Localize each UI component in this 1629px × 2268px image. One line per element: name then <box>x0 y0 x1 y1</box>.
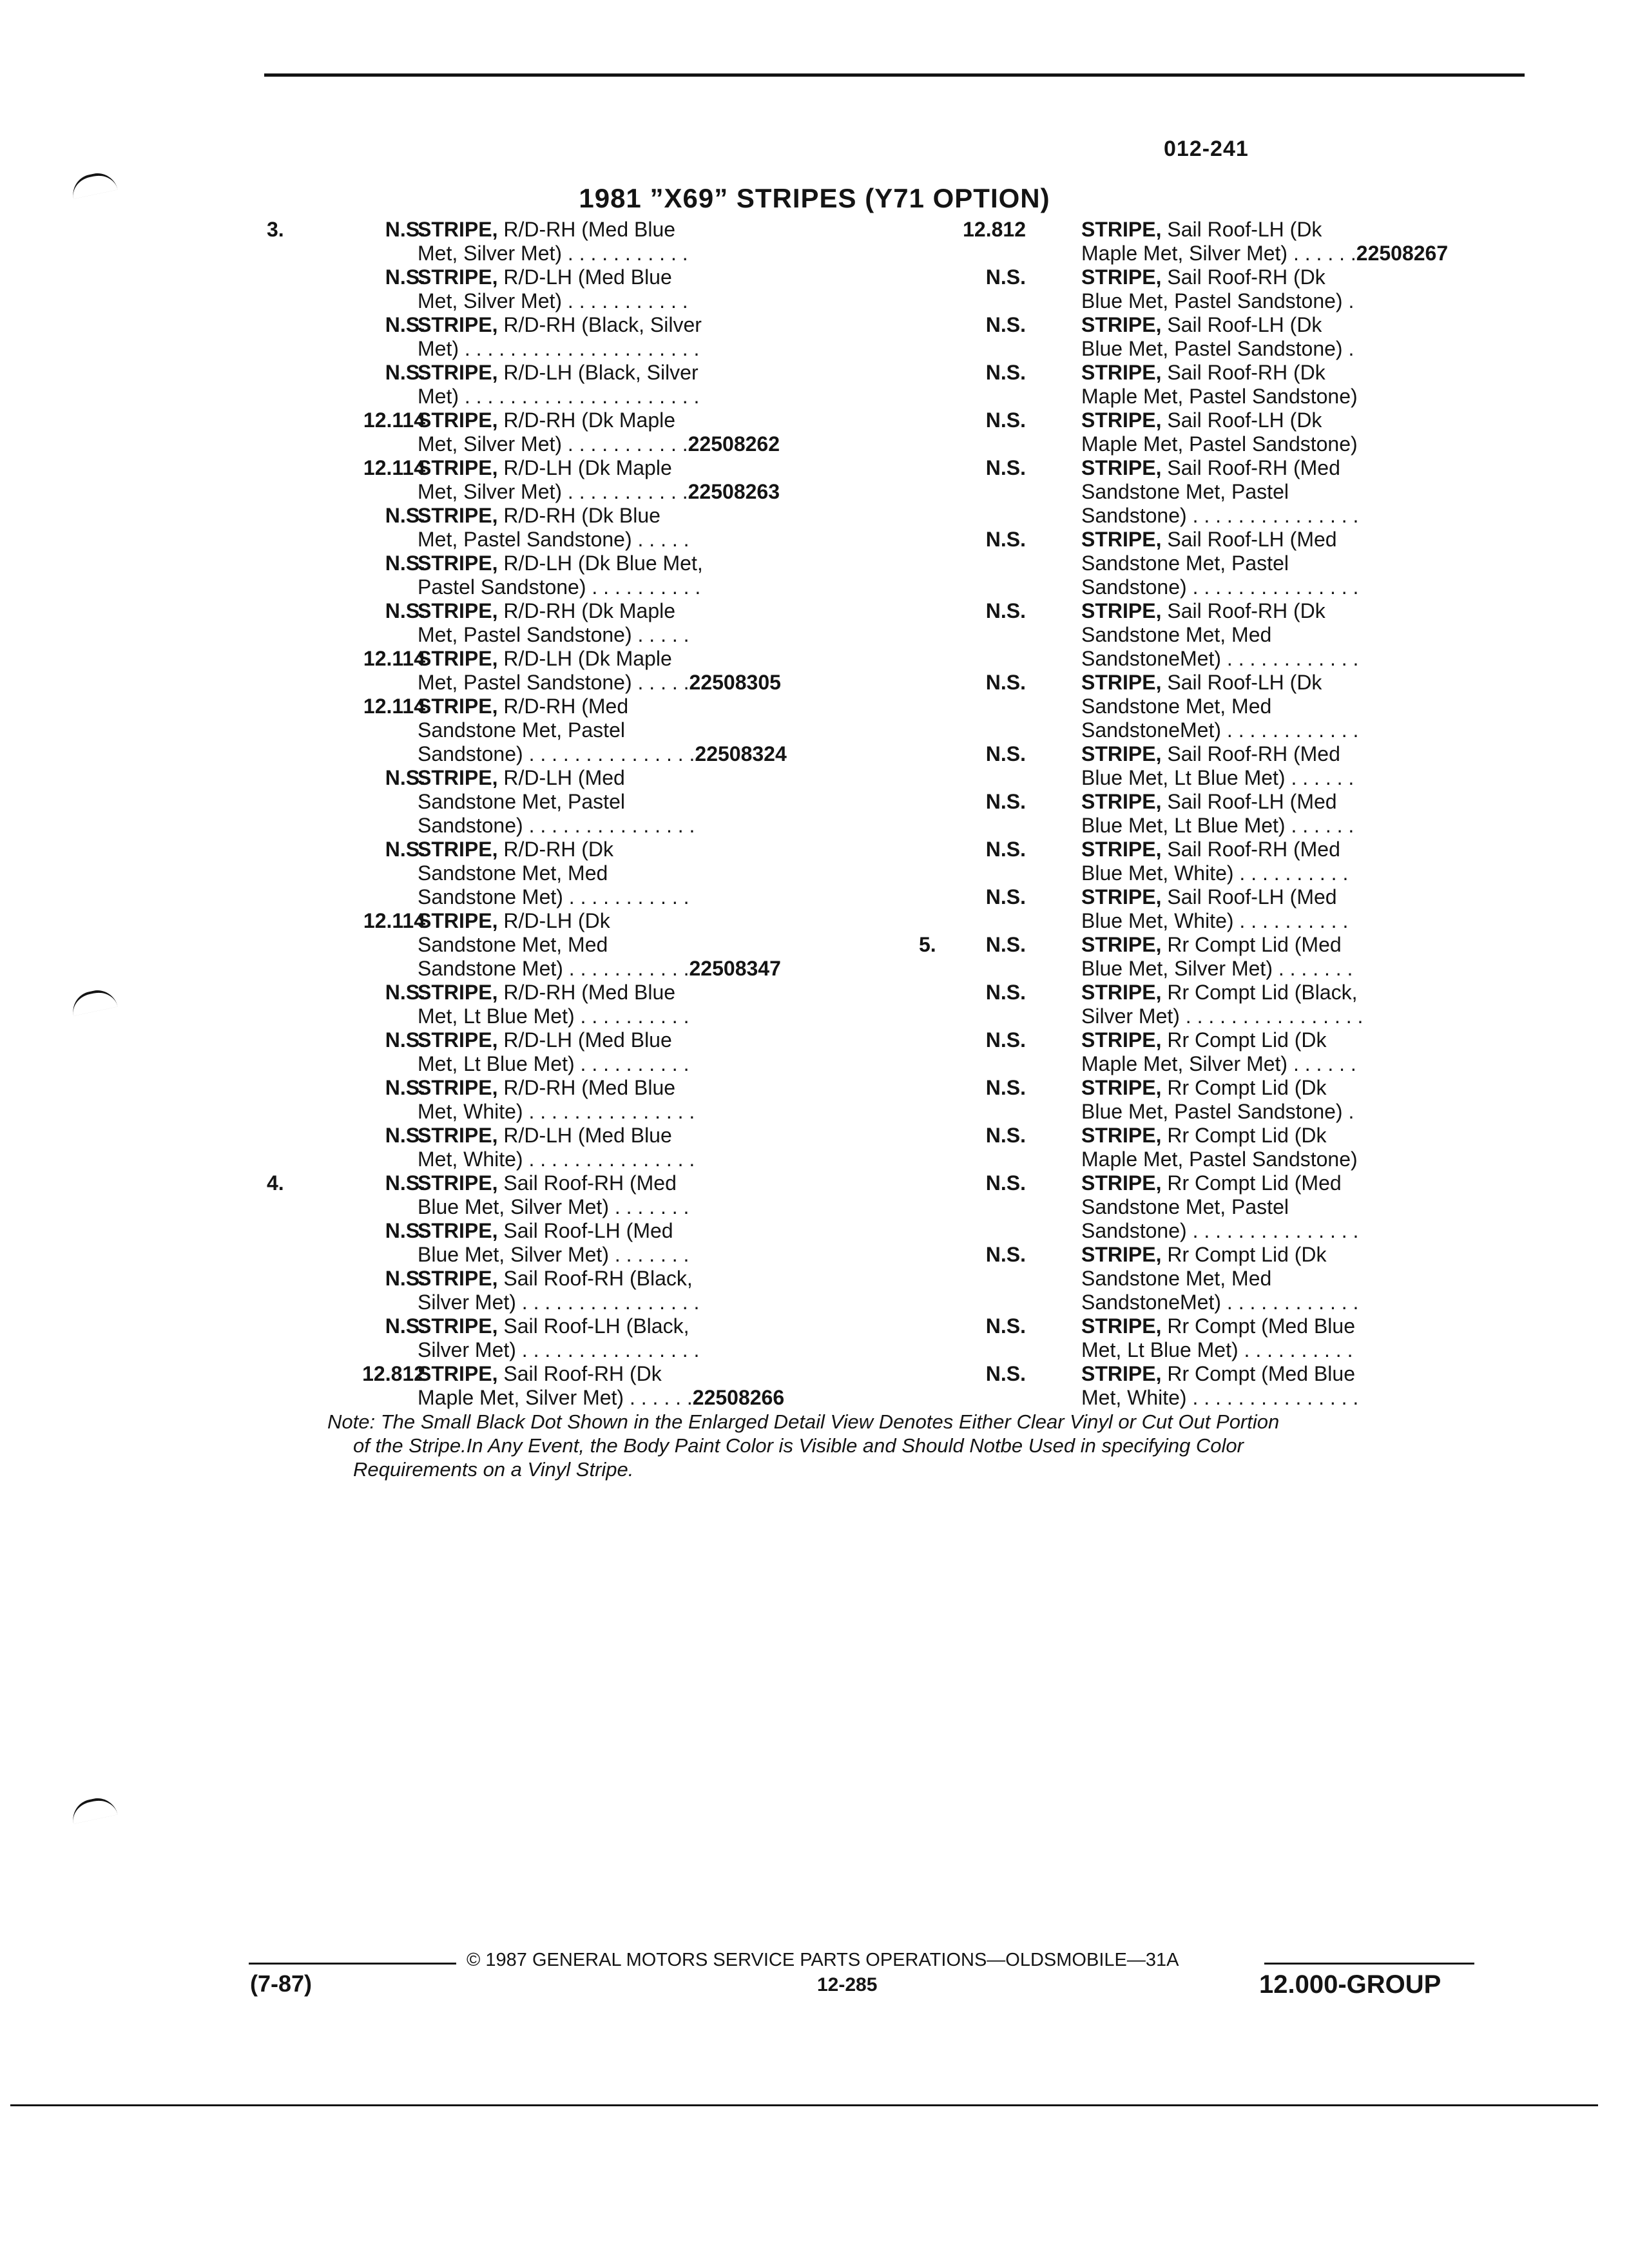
description-line: STRIPE, Sail Roof-LH (Med <box>418 1219 673 1242</box>
illustration-reference: N.S. <box>985 838 1026 861</box>
description-text: Maple Met, Silver Met) . . . . . . <box>1081 242 1356 265</box>
illustration-reference: N.S. <box>985 313 1026 336</box>
illustration-reference: N.S. <box>385 313 425 336</box>
illustration-reference: N.S. <box>985 1124 1026 1147</box>
description-line: STRIPE, Rr Compt Lid (Dk <box>1081 1076 1327 1099</box>
description-line: Sandstone Met, Med <box>1081 695 1272 718</box>
part-entry <box>928 885 1521 933</box>
parts-column-left <box>258 218 876 1410</box>
description-line: Blue Met, Pastel Sandstone) . <box>1081 289 1354 312</box>
part-entry <box>258 504 876 552</box>
description-line: Sandstone Met, Med <box>418 933 608 956</box>
illustration-reference: N.S. <box>385 981 425 1004</box>
part-description <box>1081 599 1521 671</box>
illustration-reference: N.S. <box>385 766 425 789</box>
illustration-reference: N.S. <box>385 1124 425 1147</box>
description-line: STRIPE, Sail Roof-LH (Dk <box>1081 313 1322 336</box>
footnote <box>327 1410 1500 1481</box>
part-description <box>1081 361 1521 408</box>
illustration-reference: 12.114 <box>363 408 425 432</box>
part-description <box>418 218 876 265</box>
description-line: STRIPE, R/D-RH (Dk Blue <box>418 504 660 527</box>
part-entry <box>258 1219 876 1267</box>
illustration-reference: N.S. <box>385 1219 425 1242</box>
illustration-reference: N.S. <box>985 885 1026 908</box>
part-entry <box>258 695 876 766</box>
footnote-line: of the Stripe.In Any Event, the Body Paint Color is Visible and Should Notbe Used in specifying Color <box>353 1434 1244 1457</box>
part-number: 22508262 <box>688 432 780 456</box>
part-entry <box>928 408 1521 456</box>
description-line: Silver Met) . . . . . . . . . . . . . . . . <box>418 1338 700 1361</box>
description-line: STRIPE, R/D-LH (Dk Maple <box>418 456 672 479</box>
page-title: 1981 ”X69” STRIPES (Y71 OPTION) <box>579 183 1050 213</box>
part-entry <box>258 1267 876 1314</box>
part-entry <box>258 766 876 838</box>
illustration-reference: N.S. <box>985 790 1026 813</box>
description-line <box>418 671 876 695</box>
illustration-reference: N.S. <box>985 1362 1026 1385</box>
part-entry <box>258 265 876 313</box>
illustration-reference: N.S. <box>985 456 1026 479</box>
description-line: STRIPE, R/D-RH (Med Blue <box>418 218 676 241</box>
part-description <box>418 361 876 408</box>
description-line: Sandstone Met, Pastel <box>1081 552 1289 575</box>
part-entry <box>928 361 1521 408</box>
punch-mark-middle <box>69 986 117 1016</box>
page-code: 012-241 <box>1164 137 1249 161</box>
part-description <box>1081 671 1521 742</box>
description-line: STRIPE, R/D-RH (Dk Maple <box>418 599 676 622</box>
description-line: STRIPE, Sail Roof-RH (Med <box>1081 838 1340 861</box>
description-line: Sandstone Met, Med <box>1081 623 1272 646</box>
description-line: STRIPE, Sail Roof-LH (Dk <box>1081 671 1322 694</box>
description-line: Sandstone) . . . . . . . . . . . . . . . <box>1081 504 1359 527</box>
description-line: Sandstone Met, Pastel <box>418 790 625 813</box>
part-entry <box>928 1171 1521 1243</box>
description-text: Sandstone Met) . . . . . . . . . . . <box>418 957 689 980</box>
description-line: STRIPE, R/D-RH (Dk Maple <box>418 408 676 432</box>
description-line: Sandstone Met, Pastel <box>1081 480 1289 503</box>
description-line: Sandstone) . . . . . . . . . . . . . . . <box>1081 1219 1359 1242</box>
part-description <box>418 1314 876 1362</box>
bottom-rule <box>10 2104 1598 2106</box>
part-entry <box>928 218 1521 265</box>
footer-rule-left <box>249 1963 456 1965</box>
part-entry <box>928 265 1521 313</box>
part-entry <box>258 909 876 981</box>
description-line: STRIPE, R/D-LH (Dk Blue Met, <box>418 552 703 575</box>
description-line: STRIPE, R/D-RH (Dk <box>418 838 613 861</box>
part-number: 22508263 <box>688 480 780 503</box>
description-line: STRIPE, Rr Compt Lid (Dk <box>1081 1243 1327 1266</box>
part-description <box>418 313 876 361</box>
description-line: Sandstone Met, Pastel <box>1081 1195 1289 1218</box>
illustration-reference: N.S. <box>985 1314 1026 1338</box>
description-line: STRIPE, R/D-RH (Black, Silver <box>418 313 702 336</box>
description-line: Maple Met, Pastel Sandstone) <box>1081 1148 1358 1171</box>
description-line: STRIPE, Sail Roof-RH (Dk <box>1081 599 1325 622</box>
revision-date: (7-87) <box>250 1970 313 1997</box>
illustration-reference: N.S. <box>985 742 1026 765</box>
description-line: Met) . . . . . . . . . . . . . . . . . . . . . <box>418 385 700 408</box>
punch-mark-bottom <box>69 1794 117 1824</box>
description-line: Maple Met, Pastel Sandstone) <box>1081 432 1358 456</box>
description-line: Sandstone Met, Pastel <box>418 718 625 742</box>
part-entry <box>928 599 1521 671</box>
description-line: STRIPE, Sail Roof-RH (Black, <box>418 1267 693 1290</box>
illustration-reference: N.S. <box>385 1267 425 1290</box>
illustration-reference: N.S. <box>985 671 1026 694</box>
illustration-reference: N.S. <box>385 265 425 289</box>
description-line: STRIPE, Rr Compt Lid (Med <box>1081 933 1342 956</box>
part-entry <box>258 552 876 599</box>
description-line: STRIPE, R/D-RH (Med <box>418 695 629 718</box>
description-line: STRIPE, R/D-LH (Med Blue <box>418 1124 672 1147</box>
description-line: STRIPE, Rr Compt (Med Blue <box>1081 1314 1355 1338</box>
part-description <box>1081 838 1521 885</box>
part-description <box>418 456 876 504</box>
description-line: STRIPE, Rr Compt Lid (Med <box>1081 1171 1342 1195</box>
illustration-reference: N.S. <box>385 599 425 622</box>
footer-rule-right <box>1264 1963 1474 1965</box>
part-entry <box>258 981 876 1028</box>
description-line: Blue Met, Silver Met) . . . . . . . <box>1081 957 1353 980</box>
illustration-reference: N.S. <box>985 1171 1026 1195</box>
description-line: STRIPE, Rr Compt Lid (Dk <box>1081 1028 1327 1052</box>
illustration-reference: N.S. <box>985 599 1026 622</box>
illustration-reference: 12.114 <box>363 456 425 479</box>
illustration-reference: N.S. <box>985 1243 1026 1266</box>
part-description <box>418 1362 876 1410</box>
description-line: Maple Met, Silver Met) . . . . . . <box>1081 1052 1356 1075</box>
illustration-reference: N.S. <box>985 981 1026 1004</box>
part-description <box>1081 885 1521 933</box>
description-line: Met, White) . . . . . . . . . . . . . . . <box>1081 1386 1359 1409</box>
description-line: STRIPE, Sail Roof-RH (Med <box>418 1171 677 1195</box>
description-text: Maple Met, Silver Met) . . . . . . <box>418 1386 693 1409</box>
description-line: STRIPE, Sail Roof-LH (Black, <box>418 1314 689 1338</box>
illustration-reference: 12.114 <box>363 909 425 932</box>
illustration-reference: N.S. <box>985 1076 1026 1099</box>
description-line: Blue Met, Lt Blue Met) . . . . . . <box>1081 814 1354 837</box>
description-line: STRIPE, R/D-LH (Dk Maple <box>418 647 672 670</box>
illustration-reference: N.S. <box>385 1171 425 1195</box>
part-entry <box>258 1124 876 1171</box>
part-entry <box>258 1028 876 1076</box>
description-line: STRIPE, R/D-RH (Med Blue <box>418 981 676 1004</box>
description-line: STRIPE, Sail Roof-RH (Dk <box>418 1362 662 1385</box>
part-entry <box>258 313 876 361</box>
part-entry <box>258 1314 876 1362</box>
description-line: Maple Met, Pastel Sandstone) <box>1081 385 1358 408</box>
illustration-reference: N.S. <box>385 361 425 384</box>
description-line <box>418 957 876 981</box>
part-entry <box>928 1243 1521 1314</box>
description-line <box>1081 242 1521 265</box>
top-rule <box>264 73 1525 77</box>
part-number: 22508324 <box>695 742 787 765</box>
illustration-reference: N.S. <box>985 1028 1026 1052</box>
group-number: 12.000-GROUP <box>1259 1970 1441 1999</box>
part-entry <box>928 981 1521 1028</box>
part-description <box>418 1219 876 1267</box>
illustration-reference: 12.114 <box>363 695 425 718</box>
description-line: Blue Met, White) . . . . . . . . . . <box>1081 861 1349 885</box>
description-line: Silver Met) . . . . . . . . . . . . . . . . <box>1081 1004 1364 1028</box>
description-line: STRIPE, Sail Roof-LH (Med <box>1081 528 1337 551</box>
description-text: Met, Silver Met) . . . . . . . . . . . <box>418 432 688 456</box>
illustration-reference: 12.812 <box>362 1362 425 1385</box>
description-line: STRIPE, Sail Roof-RH (Dk <box>1081 361 1325 384</box>
description-line: STRIPE, Rr Compt Lid (Dk <box>1081 1124 1327 1147</box>
description-line: Met, White) . . . . . . . . . . . . . . . <box>418 1100 695 1123</box>
part-description <box>1081 1362 1521 1410</box>
part-entry <box>258 408 876 456</box>
part-description <box>418 695 876 766</box>
part-entry <box>928 671 1521 742</box>
illustration-reference: N.S. <box>385 838 425 861</box>
description-line: STRIPE, R/D-LH (Med <box>418 766 625 789</box>
part-number: 22508305 <box>689 671 781 694</box>
illustration-reference: N.S. <box>985 361 1026 384</box>
parts-column-right <box>919 218 1521 1410</box>
description-line: Met, White) . . . . . . . . . . . . . . . <box>418 1148 695 1171</box>
part-description <box>418 552 876 599</box>
part-description <box>418 766 876 838</box>
part-description <box>418 504 876 552</box>
part-description <box>418 1028 876 1076</box>
part-entry <box>928 313 1521 361</box>
part-entry <box>258 1362 876 1410</box>
description-line: Met, Pastel Sandstone) . . . . . <box>418 528 689 551</box>
description-line: STRIPE, Sail Roof-RH (Med <box>1081 742 1340 765</box>
part-description <box>418 265 876 313</box>
description-line: STRIPE, R/D-RH (Med Blue <box>418 1076 676 1099</box>
part-description <box>418 647 876 695</box>
part-description <box>418 1124 876 1171</box>
part-entry <box>928 528 1521 599</box>
part-entry <box>928 742 1521 790</box>
part-entry <box>258 599 876 647</box>
part-description <box>418 599 876 647</box>
footnote-line: Requirements on a Vinyl Stripe. <box>353 1458 634 1481</box>
part-description <box>1081 933 1521 981</box>
part-entry <box>928 790 1521 838</box>
part-description <box>1081 1243 1521 1314</box>
page-number: 12-285 <box>817 1974 878 1995</box>
description-line: Blue Met, Silver Met) . . . . . . . <box>418 1195 689 1218</box>
description-text: Met, Pastel Sandstone) . . . . . <box>418 671 689 694</box>
part-entry <box>928 1028 1521 1076</box>
part-entry <box>258 1076 876 1124</box>
part-entry <box>258 361 876 408</box>
part-description <box>418 1267 876 1314</box>
part-description <box>1081 742 1521 790</box>
part-description <box>418 1171 876 1219</box>
illustration-reference: N.S. <box>385 552 425 575</box>
part-description <box>1081 1171 1521 1243</box>
description-line: STRIPE, Rr Compt (Med Blue <box>1081 1362 1355 1385</box>
description-line: Met, Silver Met) . . . . . . . . . . . <box>418 289 688 312</box>
illustration-reference: N.S. <box>985 265 1026 289</box>
part-description <box>1081 313 1521 361</box>
part-description <box>1081 790 1521 838</box>
illustration-reference: 12.114 <box>363 647 425 670</box>
footnote-line: Note: The Small Black Dot Shown in the Enlarged Detail View Denotes Either Clear Vinyl or Cut Out Portion <box>327 1410 1280 1433</box>
part-description <box>1081 1124 1521 1171</box>
description-text: Sandstone) . . . . . . . . . . . . . . . <box>418 742 695 765</box>
part-entry <box>928 1124 1521 1171</box>
description-line <box>418 1386 876 1410</box>
part-number: 22508267 <box>1356 242 1449 265</box>
illustration-reference: N.S. <box>385 1028 425 1052</box>
part-description <box>1081 408 1521 456</box>
part-description <box>1081 1076 1521 1124</box>
part-entry <box>928 456 1521 528</box>
part-description <box>418 981 876 1028</box>
description-line: Sandstone Met) . . . . . . . . . . . <box>418 885 689 908</box>
description-line: STRIPE, R/D-LH (Dk <box>418 909 610 932</box>
illustration-reference: N.S. <box>385 1314 425 1338</box>
part-number: 22508347 <box>689 957 781 980</box>
description-line: STRIPE, Sail Roof-RH (Med <box>1081 456 1340 479</box>
description-line: Sandstone) . . . . . . . . . . . . . . . <box>418 814 695 837</box>
description-line: Met, Silver Met) . . . . . . . . . . . <box>418 242 688 265</box>
illustration-reference: N.S. <box>385 218 425 241</box>
copyright-notice: © 1987 GENERAL MOTORS SERVICE PARTS OPERATIONS—OLDSMOBILE—31A <box>467 1950 1179 1970</box>
illustration-reference: N.S. <box>385 1076 425 1099</box>
description-line: STRIPE, Sail Roof-LH (Dk <box>1081 218 1322 241</box>
description-line: Met, Lt Blue Met) . . . . . . . . . . <box>1081 1338 1353 1361</box>
part-entry <box>258 218 876 265</box>
part-description <box>418 1076 876 1124</box>
illustration-reference: 12.812 <box>963 218 1026 241</box>
part-description <box>1081 528 1521 599</box>
part-entry <box>258 647 876 695</box>
part-entry <box>919 933 1521 981</box>
part-description <box>1081 1028 1521 1076</box>
part-description <box>1081 265 1521 313</box>
description-line: SandstoneMet) . . . . . . . . . . . . <box>1081 718 1359 742</box>
description-line: STRIPE, Rr Compt Lid (Black, <box>1081 981 1358 1004</box>
illustration-reference: N.S. <box>985 528 1026 551</box>
part-entry <box>928 1314 1521 1362</box>
figure-number: 4. <box>267 1171 284 1195</box>
part-description <box>1081 1314 1521 1362</box>
description-text: Met, Silver Met) . . . . . . . . . . . <box>418 480 688 503</box>
illustration-reference: N.S. <box>985 408 1026 432</box>
figure-number: 3. <box>267 218 284 241</box>
description-line: Met) . . . . . . . . . . . . . . . . . . . . . <box>418 337 700 360</box>
part-number: 22508266 <box>692 1386 785 1409</box>
description-line: Pastel Sandstone) . . . . . . . . . . <box>418 575 701 599</box>
part-description <box>1081 981 1521 1028</box>
description-line: Sandstone Met, Med <box>418 861 608 885</box>
description-line: Blue Met, Silver Met) . . . . . . . <box>418 1243 689 1266</box>
part-entry <box>258 456 876 504</box>
illustration-reference: N.S. <box>985 933 1026 956</box>
description-line: STRIPE, R/D-LH (Med Blue <box>418 265 672 289</box>
description-line: Sandstone Met, Med <box>1081 1267 1272 1290</box>
part-description <box>1081 218 1521 265</box>
part-entry <box>258 1171 876 1219</box>
description-line <box>418 432 876 456</box>
description-line <box>418 742 876 766</box>
description-line <box>418 480 876 504</box>
part-description <box>418 909 876 981</box>
description-line: Met, Lt Blue Met) . . . . . . . . . . <box>418 1052 689 1075</box>
figure-number: 5. <box>919 933 936 956</box>
part-description <box>418 408 876 456</box>
description-line: Blue Met, Pastel Sandstone) . <box>1081 337 1354 360</box>
description-line: Met, Pastel Sandstone) . . . . . <box>418 623 689 646</box>
part-description <box>1081 456 1521 528</box>
part-entry <box>928 1076 1521 1124</box>
part-entry <box>928 1362 1521 1410</box>
description-line: STRIPE, R/D-LH (Black, Silver <box>418 361 699 384</box>
description-line: SandstoneMet) . . . . . . . . . . . . <box>1081 647 1359 670</box>
description-line: STRIPE, Sail Roof-LH (Med <box>1081 790 1337 813</box>
part-entry <box>928 838 1521 885</box>
illustration-reference: N.S. <box>385 504 425 527</box>
description-line: Blue Met, Lt Blue Met) . . . . . . <box>1081 766 1354 789</box>
description-line: Blue Met, Pastel Sandstone) . <box>1081 1100 1354 1123</box>
part-description <box>418 838 876 909</box>
description-line: STRIPE, R/D-LH (Med Blue <box>418 1028 672 1052</box>
description-line: STRIPE, Sail Roof-LH (Dk <box>1081 408 1322 432</box>
description-line: STRIPE, Sail Roof-LH (Med <box>1081 885 1337 908</box>
part-entry <box>258 838 876 909</box>
description-line: Sandstone) . . . . . . . . . . . . . . . <box>1081 575 1359 599</box>
description-line: SandstoneMet) . . . . . . . . . . . . <box>1081 1291 1359 1314</box>
description-line: Blue Met, White) . . . . . . . . . . <box>1081 909 1349 932</box>
description-line: Met, Lt Blue Met) . . . . . . . . . . <box>418 1004 689 1028</box>
description-line: STRIPE, Sail Roof-RH (Dk <box>1081 265 1325 289</box>
description-line: Silver Met) . . . . . . . . . . . . . . . . <box>418 1291 700 1314</box>
